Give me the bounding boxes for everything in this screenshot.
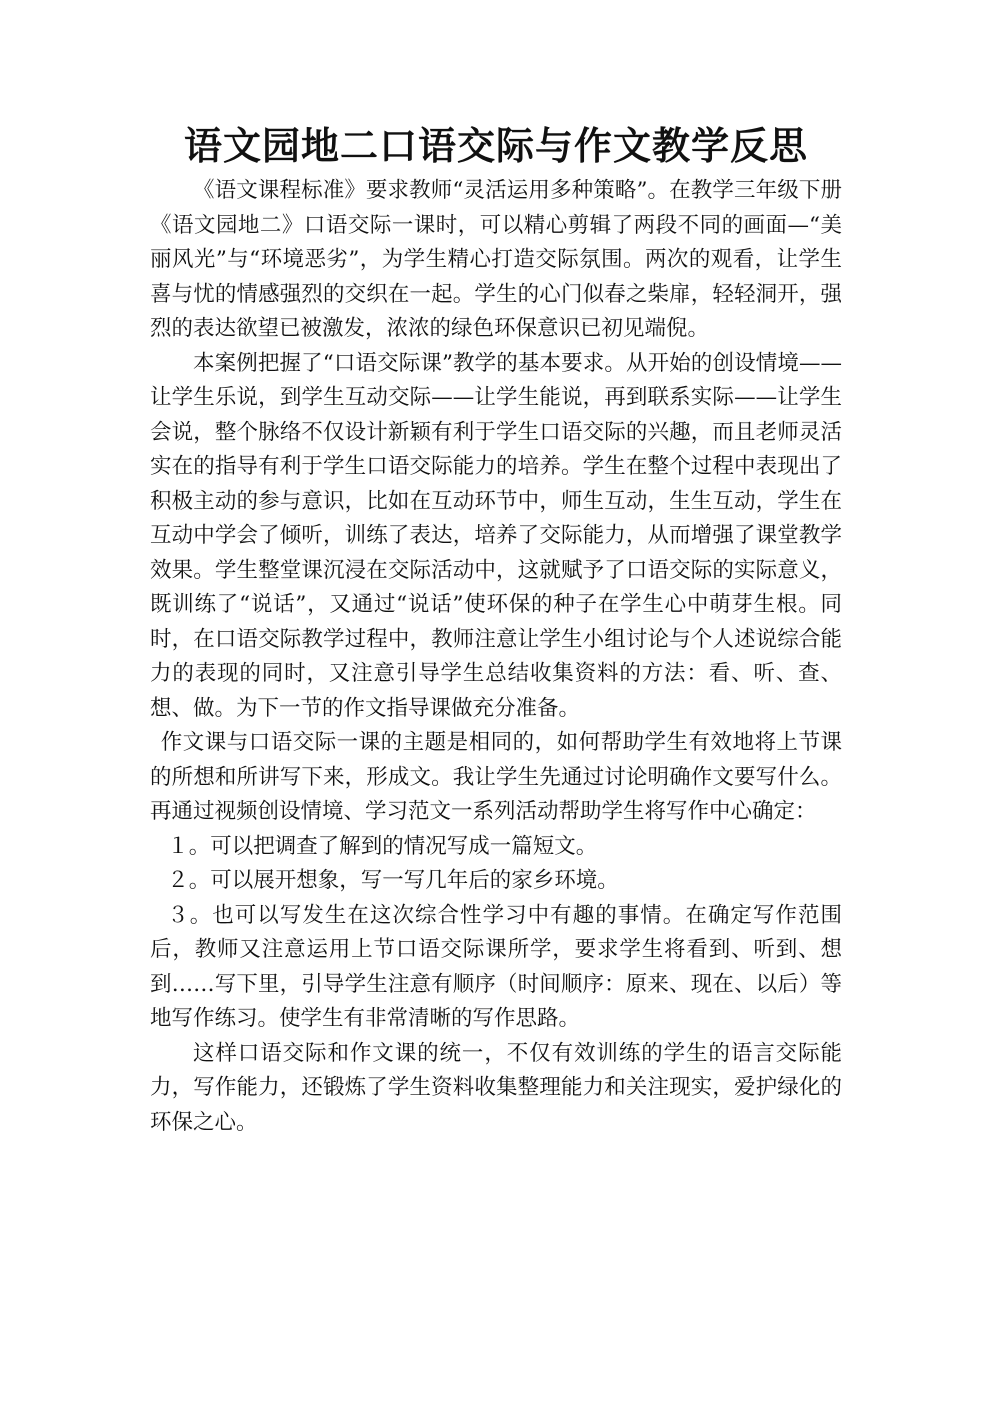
document-title: 语文园地二口语交际与作文教学反思 (183, 123, 808, 168)
list-item-1: １。可以把调查了解到的情况写成一篇短文。 (167, 833, 598, 859)
paragraph-intro: 《语文课程标准》要求教师“灵活运用多种策略”。在教学三年级下册《语文园地二》口语交际一课时，可以精心剪辑了两段不同的画面—“美丽风光”与“环境恶劣”，为学生精心打造交际氛围。两次的观看，让学生喜与忧的情感强烈的交织在一起。学生的心门似春之柴扉，轻轻洞开，强烈的表达欲望已被激发，浓浓的绿色环保意识已初见端倪。 (150, 178, 842, 341)
list-item-3: ３。也可以写发生在这次综合性学习中有趣的事情。在确定写作范围后，教师又注意运用上节口语交际课所学，要求学生将看到、听到、想到……写下里，引导学生注意有顺序（时间顺序：原来、现在、以后）等地写作练习。使学生有非常清晰的写作思路。 (150, 902, 842, 1031)
list-item-2: ２。可以展开想象，写一写几年后的家乡环境。 (167, 868, 619, 893)
paragraph-composition: 作文课与口语交际一课的主题是相同的，如何帮助学生有效地将上节课的所想和所讲写下来，形成文。我让学生先通过讨论明确作文要写什么。再通过视频创设情境、学习范文一系列活动帮助学生将写作中心确定： (150, 730, 842, 824)
paragraph-conclusion: 这样口语交际和作文课的统一，不仅有效训练的学生的语言交际能力，写作能力，还锻炼了学生资料收集整理能力和关注现实，爱护绿化的环保之心。 (150, 1040, 842, 1135)
document-page (150, 118, 842, 1140)
paragraph-case-analysis: 本案例把握了“口语交际课”教学的基本要求。从开始的创设情境——让学生乐说，到学生互动交际——让学生能说，再到联系实际——让学生会说，整个脉络不仅设计新颖有利于学生口语交际的兴趣，而且老师灵活实在的指导有利于学生口语交际能力的培养。学生在整个过程中表现出了积极主动的参与意识，比如在互动环节中，师生互动，生生互动，学生在互动中学会了倾听，训练了表达，培养了交际能力，从而增强了课堂教学效果。学生整堂课沉浸在交际活动中，这就赋予了口语交际的实际意义，既训练了“说话”，又通过“说话”使环保的种子在学生心中萌芽生根。同时，在口语交际教学过程中，教师注意让学生小组讨论与个人述说综合能力的表现的同时，又注意引导学生总结收集资料的方法：看、听、查、想、做。为下一节的作文指导课做充分准备。 (150, 350, 842, 721)
